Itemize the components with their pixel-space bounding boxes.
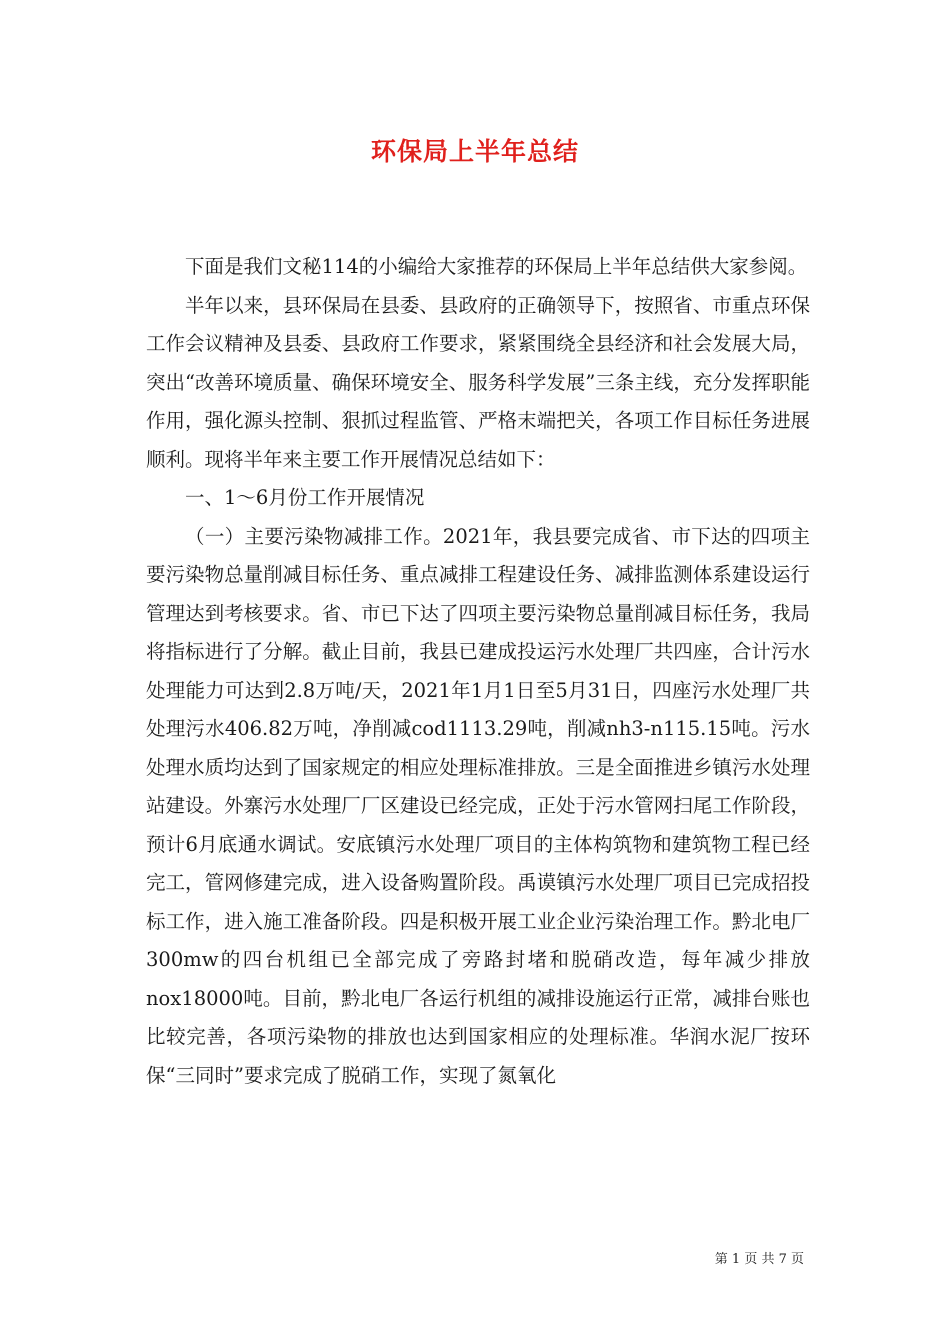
document-title: 环保局上半年总结: [370, 137, 579, 166]
intro-paragraph: 下面是我们文秘114的小编给大家推荐的环保局上半年总结供大家参阅。: [185, 255, 808, 278]
overview-paragraph: 半年以来，县环保局在县委、县政府的正确领导下，按照省、市重点环保工作会议精神及县委、县政府工作要求，紧紧围绕全县经济和社会发展大局，突出“改善环境质量、确保环境安全、服务科学发展”三条主线，充分发挥职能作用，强化源头控制、狠抓过程监管、严格末端把关，各项工作目标任务进展顺利。现将半年来主要工作开展情况总结如下：: [146, 293, 810, 471]
emission-reduction-paragraph: （一）主要污染物减排工作。2021年，我县要完成省、市下达的四项主要污染物总量削减目标任务、重点减排工程建设任务、减排监测体系建设运行管理达到考核要求。省、市已下达了四项主要污染物总量削减目标任务，我局将指标进行了分解。截止目前，我县已建成投运污水处理厂共四座，合计污水处理能力可达到2.8万吨/天，2021年1月1日至5月31日，四座污水处理厂共处理污水406.82万吨，净削减cod1113.29吨，削减nh3-n115.15吨。污水处理水质均达到了国家规定的相应处理标准排放。三是全面推进乡镇污水处理站建设。外寨污水处理厂厂区建设已经完成，正处于污水管网扫尾工作阶段，预计6月底通水调试。安底镇污水处理厂项目的主体构筑物和建筑物工程已经完工，管网修建完成，进入设备购置阶段。禹谟镇污水处理厂项目已完成招投标工作，进入施工准备阶段。四是积极开展工业企业污染治理工作。黔北电厂300mw的四台机组已全部完成了旁路封堵和脱硝改造，每年减少排放nox18000吨。目前，黔北电厂各运行机组的减排设施运行正常，减排台账也比较完善，各项污染物的排放也达到国家相应的处理标准。华润水泥厂按环保“三同时”要求完成了脱硝工作，实现了氮氧化: [146, 524, 810, 1087]
page-number: 第 1 页 共 7 页: [714, 1252, 804, 1267]
document-body: [146, 248, 810, 1095]
section-heading: 一、1～6月份工作开展情况: [185, 486, 425, 509]
